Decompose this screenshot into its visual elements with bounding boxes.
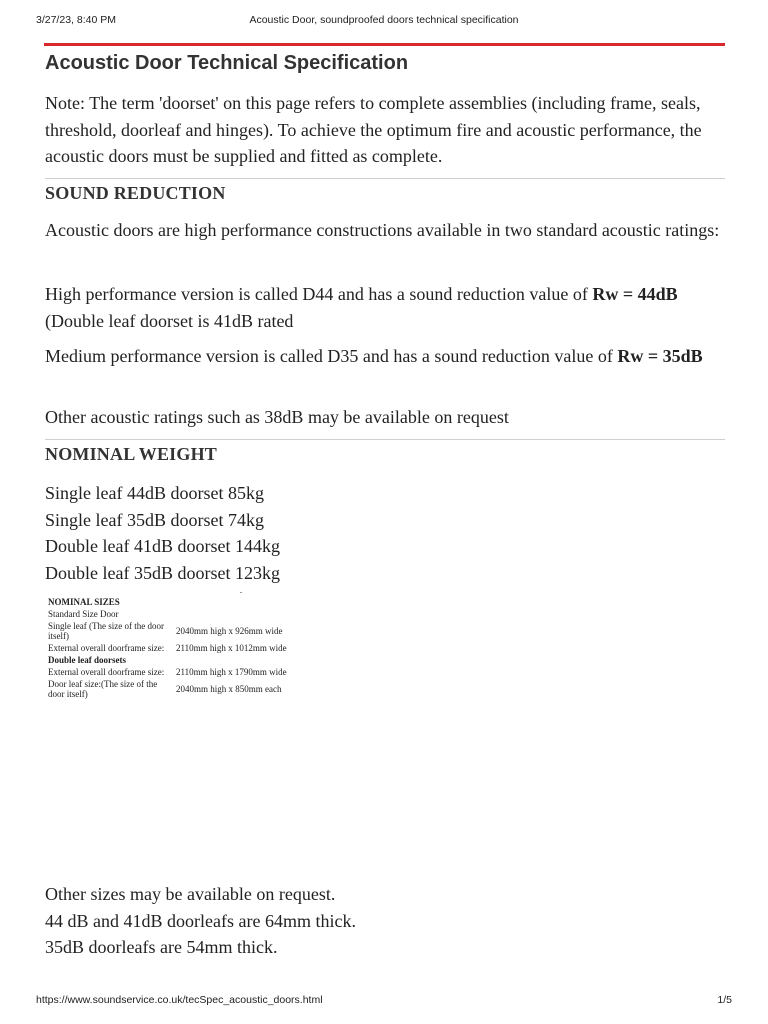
table-row [46, 654, 308, 666]
high-performance-text: High performance version is called D44 and has a sound reduction value of [45, 284, 593, 304]
medium-performance-block [45, 343, 725, 370]
closing-notes [45, 881, 725, 961]
medium-performance-text: Medium performance version is called D35 and has a sound reduction value of [45, 346, 618, 366]
standard-size-label: Standard Size Door [48, 609, 119, 619]
print-document-title: Acoustic Door, soundproofed doors technical specification [249, 14, 519, 26]
red-divider-bar [44, 43, 725, 46]
weight-item: Double leaf 41dB doorset 144kg [45, 536, 280, 556]
table-row [46, 666, 308, 678]
print-datetime: 3/27/23, 8:40 PM [36, 14, 116, 26]
page-number: 1/5 [717, 994, 732, 1006]
medium-performance-rating: Rw = 35dB [617, 346, 703, 366]
table-row [46, 608, 308, 620]
note-section [45, 90, 725, 170]
size-value: 2040mm high x 926mm wide [176, 626, 283, 636]
closing-line: 44 dB and 41dB doorleafs are 64mm thick. [45, 910, 356, 931]
section-divider [45, 439, 725, 440]
size-label: Single leaf (The size of the door itself) [48, 621, 164, 641]
sound-reduction-body [45, 217, 725, 244]
nominal-sizes-table [46, 596, 308, 700]
other-ratings-block [45, 404, 725, 431]
table-top-mark [240, 592, 242, 593]
section-divider [45, 178, 725, 179]
double-leaf-heading: Double leaf doorsets [48, 655, 126, 665]
size-label: External overall doorframe size: [48, 667, 165, 677]
size-label: External overall doorframe size: [48, 643, 165, 653]
nominal-weight-list [45, 480, 725, 586]
table-row [46, 642, 308, 654]
high-performance-paragraph [45, 281, 725, 334]
high-performance-note: (Double leaf doorset is 41dB rated [45, 310, 294, 331]
medium-performance-paragraph [45, 343, 725, 370]
page-title: Acoustic Door Technical Specification [45, 52, 409, 74]
closing-line: Other sizes may be available on request. [45, 884, 336, 904]
sound-reduction-intro: Acoustic doors are high performance constructions available in two standard acoustic ratings: [45, 220, 720, 240]
high-performance-rating: Rw = 44dB [592, 284, 678, 304]
nominal-weight-section [45, 442, 725, 466]
weight-item: Double leaf 35dB doorset 123kg [45, 562, 280, 583]
size-value: 2110mm high x 1790mm wide [176, 667, 287, 677]
weight-item: Single leaf 44dB doorset 85kg [45, 483, 264, 503]
other-ratings-paragraph: Other acoustic ratings such as 38dB may be available on request [45, 407, 509, 427]
sound-reduction-heading: SOUND REDUCTION [45, 183, 226, 203]
table-row [46, 620, 308, 642]
weight-item: Single leaf 35dB doorset 74kg [45, 509, 264, 530]
table-row [46, 596, 308, 608]
nominal-sizes-heading: NOMINAL SIZES [48, 597, 120, 607]
print-header [36, 14, 732, 30]
table-row [46, 678, 308, 700]
note-paragraph: Note: The term 'doorset' on this page refers to complete assemblies (including frame, seals, threshold, doorleaf and hinges). To achieve the optimum fire and acoustic performance, the acoustic doors must be supplied and fitted as complete. [45, 93, 702, 166]
closing-line: 35dB doorleafs are 54mm thick. [45, 937, 278, 957]
nominal-weight-heading: NOMINAL WEIGHT [45, 444, 217, 464]
print-footer [36, 994, 732, 1008]
size-value: 2110mm high x 1012mm wide [176, 643, 287, 653]
high-performance-block [45, 281, 725, 334]
size-value: 2040mm high x 850mm each [176, 684, 282, 694]
page-url: https://www.soundservice.co.uk/tecSpec_acoustic_doors.html [36, 994, 323, 1006]
size-label: Door leaf size:(The size of the door itself) [48, 679, 158, 699]
sound-reduction-section [45, 181, 725, 205]
